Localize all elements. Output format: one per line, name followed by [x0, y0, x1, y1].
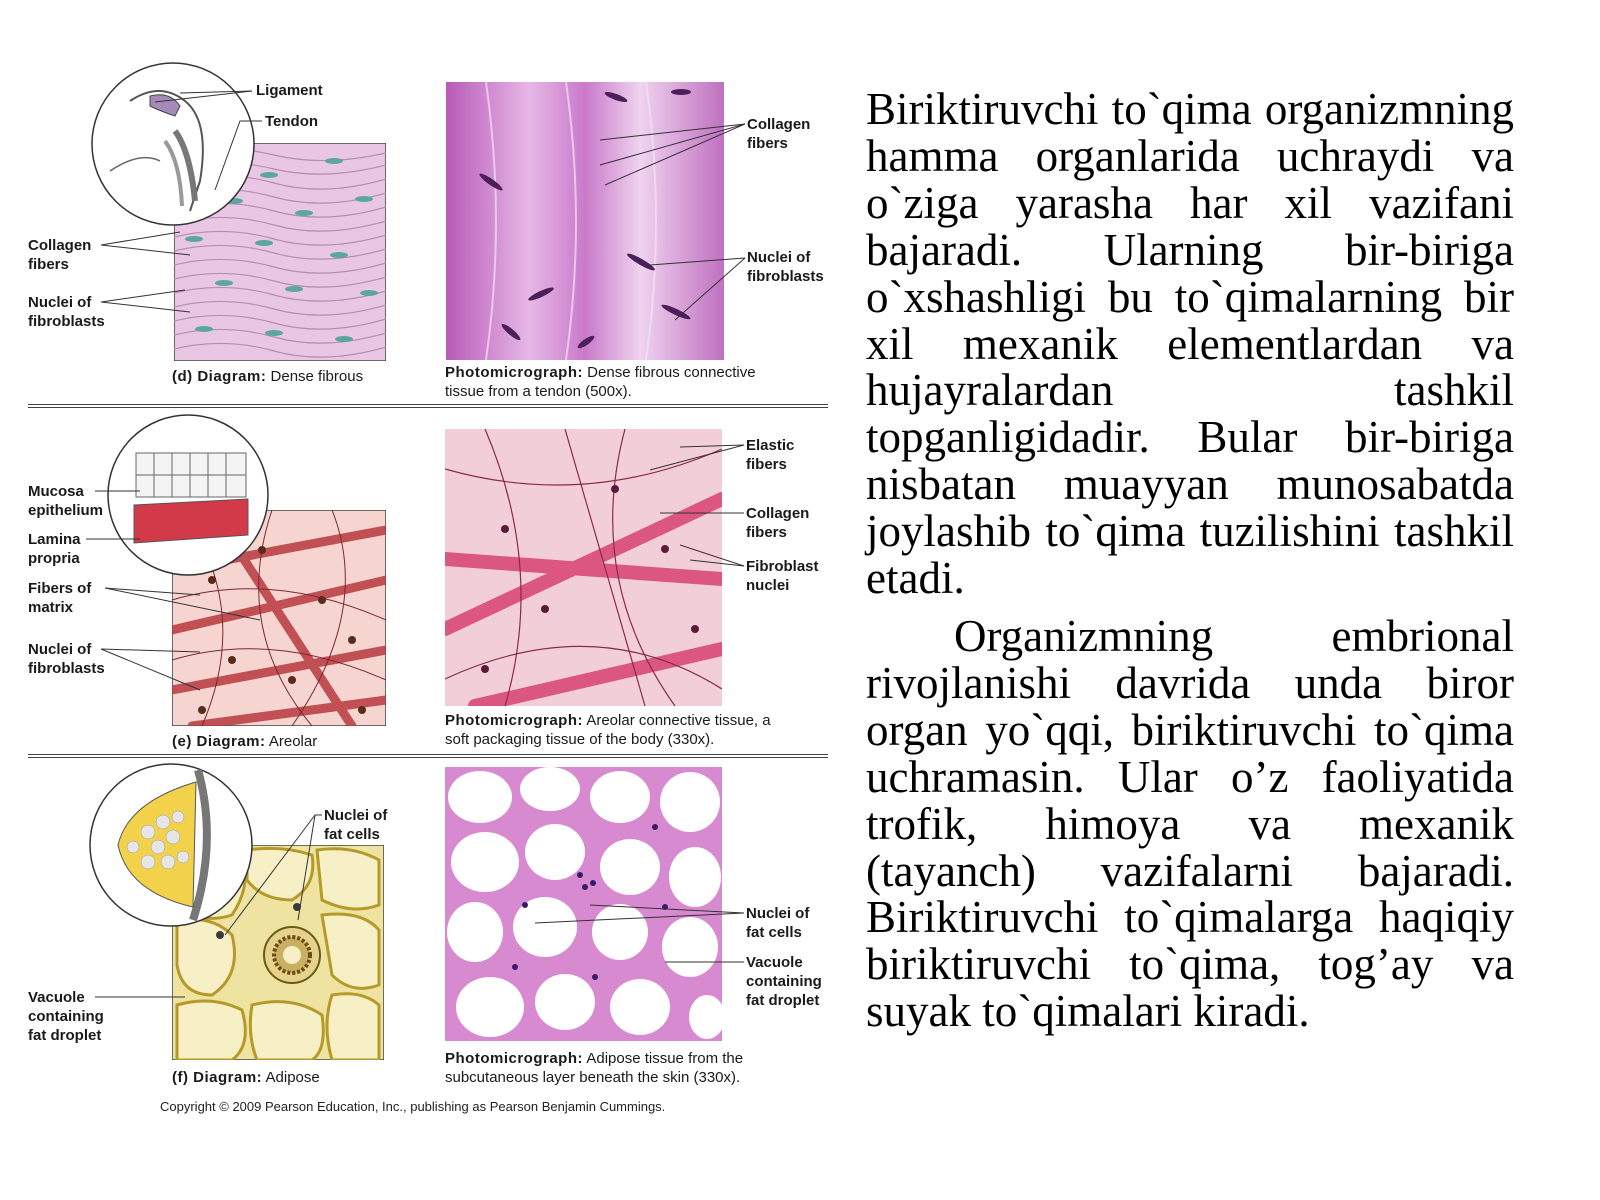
label-lamina-propria: Lamina propria [28, 531, 81, 567]
label-photo-nuclei-fibroblasts-d: Nuclei of fibroblasts [747, 249, 824, 285]
label-collagen-fibers-e: Collagen fibers [746, 505, 810, 541]
caption-diagram-d: (d) Diagram: Dense fibrous [172, 368, 364, 385]
label-photo-vacuole: Vacuole containing fat droplet [746, 954, 822, 1009]
label-fibers-of-matrix: Fibers of matrix [28, 580, 92, 616]
label-nuclei-fat-cells-diagram: Nuclei of fat cells [324, 807, 388, 843]
label-vacuole-diagram: Vacuole containing fat droplet [28, 989, 104, 1044]
caption-photo-f: Photomicrograph: Adipose tissue from the subcutaneous layer beneath the skin (330x). [445, 1050, 744, 1086]
label-nuclei-fibroblasts-e: Nuclei of fibroblasts [28, 641, 105, 677]
label-elastic-fibers: Elastic fibers [746, 437, 795, 473]
label-mucosa-epithelium: Mucosa epithelium [28, 483, 104, 519]
paragraph-2: Organizmning embrional rivojlanishi davrida unda biror organ yo`qqi, biriktiruvchi to`qima uchramasin. Ular o’z faoliyatida trofik, himoya va mexanik (tayanch) vazifalarni bajaradi. Biriktiruvchi to`qimalarga haqiqiy biriktiruvchi to`qima, tog’ay va suyak to`qimalari kiradi. [866, 610, 1514, 1037]
paragraph-1: Biriktiruvchi to`qima organizmning hamma organlarida uchraydi va o`ziga yarasha har xil vazifani bajaradi. Ularning bir-biriga o`xshashligi bu to`qimalarning bir xil mexanik elementlardan va hujayralardan tashkil topganligidadir. Bular bir-biriga nisbatan muayyan munosabatda joylashib to`qima tuzilishini tashkil etadi. [866, 84, 1514, 604]
caption-photo-d: Photomicrograph: Dense fibrous connective tissue from a tendon (500x). [445, 364, 756, 400]
label-nuclei-fibroblasts-d: Nuclei of fibroblasts [28, 294, 105, 330]
label-ligament: Ligament [256, 82, 323, 99]
label-photo-collagen-fibers-d: Collagen fibers [747, 116, 811, 152]
caption-photo-e: Photomicrograph: Areolar connective tissue, a soft packaging tissue of the body (330x). [445, 712, 771, 748]
label-collagen-fibers-d: Collagen fibers [28, 237, 92, 273]
caption-diagram-f: (f) Diagram: Adipose [172, 1069, 320, 1086]
copyright-note: Copyright © 2009 Pearson Education, Inc., publishing as Pearson Benjamin Cummings. [160, 1099, 666, 1114]
label-photo-nuclei-fat-cells: Nuclei of fat cells [746, 905, 810, 941]
body-text [866, 86, 1514, 1035]
caption-diagram-e: (e) Diagram: Areolar [172, 733, 318, 750]
label-tendon: Tendon [265, 113, 319, 130]
label-fibroblast-nuclei: Fibroblast nuclei [746, 558, 819, 594]
